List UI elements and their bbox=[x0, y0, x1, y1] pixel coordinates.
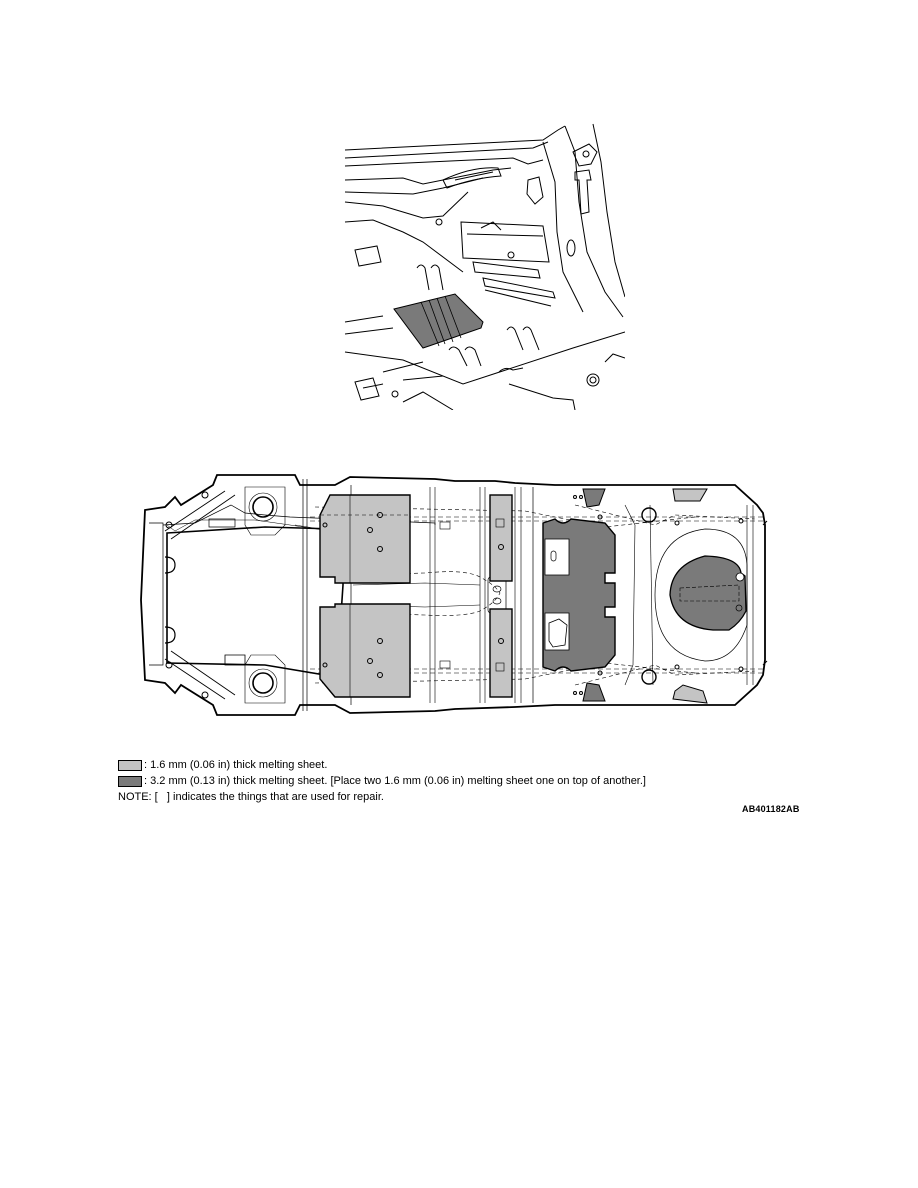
floor-plan-figure bbox=[135, 465, 775, 725]
legend-item-dark-sheet bbox=[118, 773, 818, 789]
legend-text-dark: : 3.2 mm (0.13 in) thick melting sheet. [Place two 1.6 mm (0.06 in) melting sheet one on top of another.] bbox=[144, 775, 646, 787]
legend bbox=[118, 757, 818, 805]
note-text: NOTE: [ ] indicates the things that are used for repair. bbox=[118, 791, 384, 803]
figure-id: AB401182AB bbox=[742, 804, 800, 814]
legend-item-light-sheet bbox=[118, 757, 818, 773]
dark-gray-swatch-icon bbox=[118, 776, 142, 787]
interior-floor-figure bbox=[343, 122, 625, 410]
legend-text-light: : 1.6 mm (0.06 in) thick melting sheet. bbox=[144, 759, 328, 771]
light-gray-swatch-icon bbox=[118, 760, 142, 771]
legend-note bbox=[118, 789, 818, 805]
